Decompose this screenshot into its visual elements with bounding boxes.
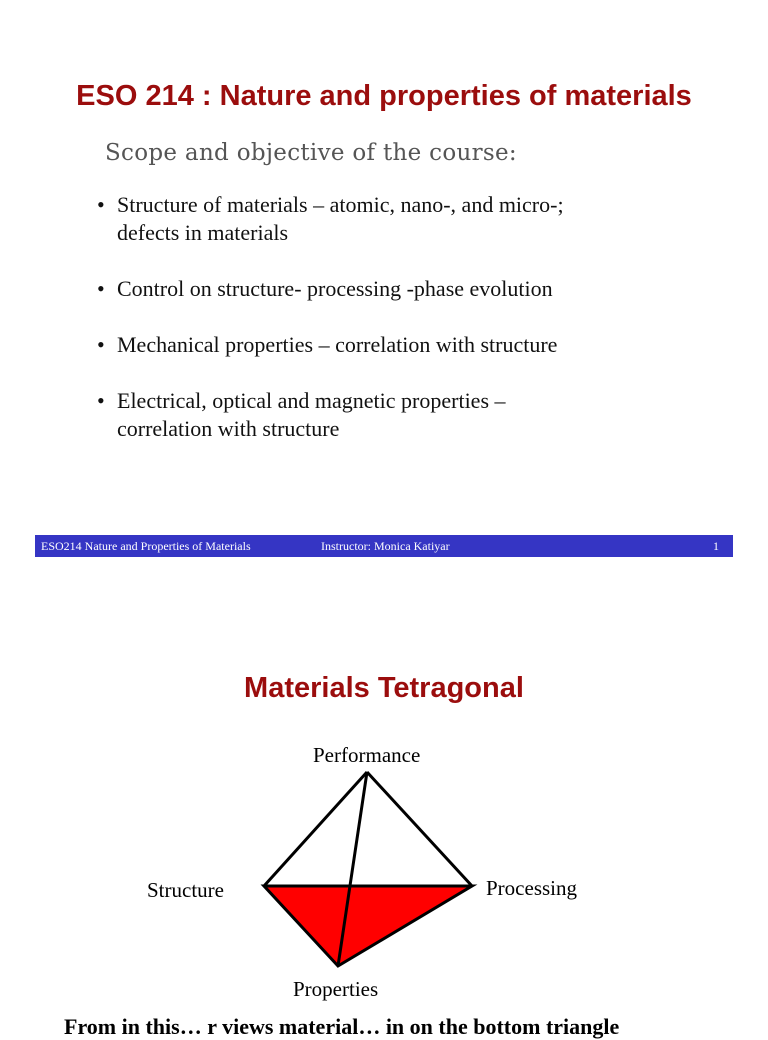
bullet-marker: • bbox=[97, 332, 105, 357]
slide-footer-bar bbox=[35, 535, 733, 557]
footer-page-number: 1 bbox=[713, 539, 719, 553]
list-item bbox=[97, 191, 697, 247]
bullet-marker: • bbox=[97, 388, 105, 413]
bullet-text: Structure of materials – atomic, nano-, and micro-; defects in materials bbox=[117, 192, 564, 245]
course-scope-heading: Scope and objective of the course: bbox=[105, 140, 517, 166]
bullet-text: Mechanical properties – correlation with structure bbox=[117, 332, 558, 357]
edge-top-right bbox=[367, 772, 472, 886]
vertex-label-performance: Performance bbox=[313, 743, 421, 767]
bullet-marker: • bbox=[97, 276, 105, 301]
bullet-text: Control on structure- processing -phase evolution bbox=[117, 276, 553, 301]
list-item bbox=[97, 331, 697, 359]
list-item bbox=[97, 275, 697, 303]
bullet-marker: • bbox=[97, 192, 105, 217]
bullet-text: Electrical, optical and magnetic properties – correlation with structure bbox=[117, 388, 506, 441]
vertex-label-processing: Processing bbox=[486, 876, 577, 900]
slide-1-title: ESO 214 : Nature and properties of materials bbox=[76, 80, 692, 112]
footer-instructor: Instructor: Monica Katiyar bbox=[321, 539, 450, 553]
footer-course-name: ESO214 Nature and Properties of Materials bbox=[41, 539, 251, 553]
vertex-label-structure: Structure bbox=[147, 878, 224, 902]
list-item bbox=[97, 387, 697, 443]
vertex-label-properties: Properties bbox=[293, 977, 379, 1001]
slide-2-title: Materials Tetragonal bbox=[244, 672, 524, 704]
tetragonal-diagram bbox=[0, 560, 768, 1024]
slide-2 bbox=[0, 560, 768, 1039]
cut-off-caption: From in this… r views material… in on the bottom triangle bbox=[64, 1014, 620, 1039]
bottom-triangle-face bbox=[264, 886, 472, 966]
